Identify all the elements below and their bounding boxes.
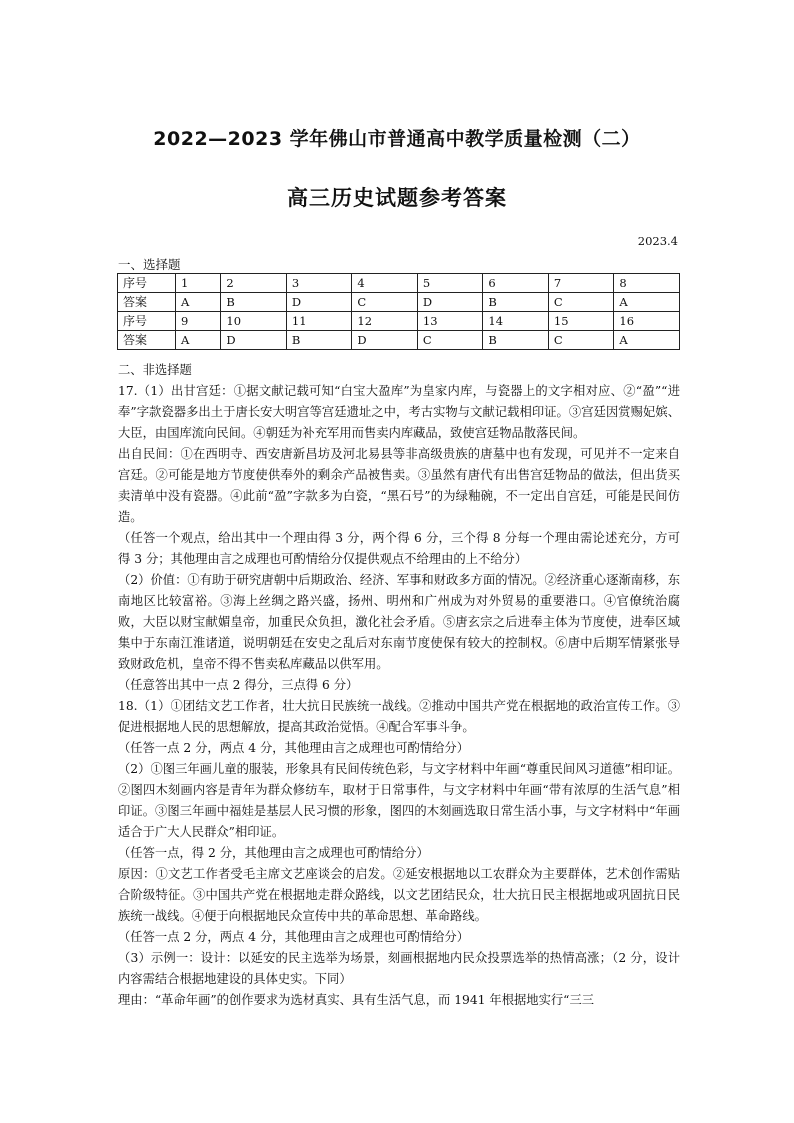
table-cell: 8 — [614, 274, 680, 293]
row-label: 答案 — [118, 331, 176, 350]
table-cell: B — [221, 293, 287, 312]
table-row — [118, 274, 680, 293]
table-cell: 6 — [483, 274, 549, 293]
table-cell: 12 — [352, 312, 418, 331]
answer-paragraph: 17.（1）出甘宫廷：①据文献记载可知“白宝大盈库”为皇家内库，与瓷器上的文字相对应、②“盈”“进奉”字款瓷器多出土于唐长安大明宫等宫廷遗址之中，考古实物与文献记载相印证。③宫廷因赏赐妃嫔、大臣，由国库流向民间。④朝廷为补充军用而售卖内库藏品，致使宫廷物品散落民间。 — [118, 384, 680, 440]
table-cell: A — [614, 331, 680, 350]
table-row — [118, 312, 680, 331]
scoring-note: （任意答出其中一点 2 得分，三点得 6 分） — [118, 678, 359, 692]
table-cell: 9 — [176, 312, 221, 331]
document-subtitle: 高三历史试题参考答案 — [287, 186, 507, 210]
table-cell: D — [352, 331, 418, 350]
table-cell: D — [286, 293, 352, 312]
table-cell: 1 — [176, 274, 221, 293]
scoring-note: （任答一点，得 2 分，其他理由言之成理也可酌情给分） — [118, 846, 429, 860]
table-cell: 14 — [483, 312, 549, 331]
table-cell: 5 — [417, 274, 483, 293]
table-cell: D — [417, 293, 483, 312]
answer-paragraph: （2）①图三年画儿童的服装，形象具有民间传统色彩，与文字材料中年画“尊重民间风习道德”相印证。②图四木刻画内容是青年为群众修纺车，取材于日常事件，与文字材料中年画“带有浓厚的生活气息”相印证。③图三年画中福娃是基层人民习惯的形象，图四的木刻画选取日常生活小事，与文字材料中“年画适合于广大人民群众”相印证。 — [118, 762, 680, 839]
scoring-note: （任答一点 2 分，两点 4 分，其他理由言之成理也可酌情给分） — [118, 930, 470, 944]
table-cell: B — [483, 331, 549, 350]
document-title: 2022—2023 学年佛山市普通高中教学质量检测（二） — [153, 128, 641, 150]
table-cell: A — [176, 331, 221, 350]
table-cell: D — [221, 331, 287, 350]
table-cell: 13 — [417, 312, 483, 331]
answer-table — [117, 273, 680, 350]
table-cell: 16 — [614, 312, 680, 331]
table-cell: A — [176, 293, 221, 312]
table-cell: 10 — [221, 312, 287, 331]
document-date: 2023.4 — [637, 234, 678, 248]
answer-paragraph: （2）价值：①有助于研究唐朝中后期政治、经济、军事和财政多方面的情况。②经济重心逐渐南移，东南地区比较富裕。③海上丝绸之路兴盛，扬州、明州和广州成为对外贸易的重要港口。④官僚统治腐败，大臣以财宝献媚皇帝，加重民众负担，激化社会矛盾。⑤唐玄宗之后进奉主体为节度使，进奉区域集中于东南江淮诸道，说明朝廷在安史之乱后对东南节度使保有较大的控制权。⑥唐中后期军情紧张导致财政危机，皇帝不得不售卖私库藏品以供军用。 — [118, 573, 680, 671]
answer-paragraph: 原因：①文艺工作者受毛主席文艺座谈会的启发。②延安根据地以工农群众为主要群体，艺术创作需贴合阶级特征。③中国共产党在根据地走群众路线，以文艺团结民众，壮大抗日民主根据地或巩固抗日民族统一战线。④便于向根据地民众宣传中共的革命思想、革命路线。 — [118, 867, 680, 923]
table-cell: B — [286, 331, 352, 350]
table-cell: 7 — [548, 274, 614, 293]
row-label: 序号 — [118, 312, 176, 331]
table-cell: 2 — [221, 274, 287, 293]
row-label: 序号 — [118, 274, 176, 293]
table-cell: 4 — [352, 274, 418, 293]
table-cell: 15 — [548, 312, 614, 331]
table-cell: C — [548, 293, 614, 312]
row-label: 答案 — [118, 293, 176, 312]
table-cell: A — [614, 293, 680, 312]
answer-paragraph: （3）示例一：设计：以延安的民主选举为场景，刻画根据地内民众投票选举的热情高涨；（2 分，设计内容需结合根据地建设的具体史实。下同） — [118, 951, 680, 986]
answer-paragraph: 理由：“革命年画”的创作要求为选材真实、具有生活气息，而 1941 年根据地实行“三三 — [118, 993, 595, 1007]
answer-paragraph: 18.（1）①团结文艺工作者，壮大抗日民族统一战线。②推动中国共产党在根据地的政治宣传工作。③促进根据地人民的思想解放，提高其政治觉悟。④配合军事斗争。 — [118, 699, 680, 734]
table-cell: 3 — [286, 274, 352, 293]
section-heading-choice: 一、选择题 — [118, 257, 181, 272]
answer-body — [118, 360, 680, 1011]
scoring-note: （任答一个观点，给出其中一个理由得 3 分，两个得 6 分，三个得 8 分每一个理由需论述充分，方可得 3 分；其他理由言之成理也可酌情给分仅提供观点不给理由的上不给分） — [118, 531, 680, 566]
table-cell: C — [352, 293, 418, 312]
section-heading-nonchoice: 二、非选择题 — [118, 363, 192, 377]
table-cell: C — [417, 331, 483, 350]
table-cell: C — [548, 331, 614, 350]
scoring-note: （任答一点 2 分，两点 4 分，其他理由言之成理也可酌情给分） — [118, 741, 470, 755]
table-cell: B — [483, 293, 549, 312]
answer-paragraph: 出自民间：①在西明寺、西安唐新昌坊及河北易县等非高级贵族的唐墓中也有发现，可见并不一定来自宫廷。②可能是地方节度使供奉外的剩余产品被售卖。③虽然有唐代有出售宫廷物品的做法，但出货买卖清单中没有瓷器。④此前“盈”字款多为白瓷，“黑石号”的为绿釉碗，不一定出自宫廷，可能是民间仿造。 — [118, 447, 680, 524]
table-cell: 11 — [286, 312, 352, 331]
table-row — [118, 293, 680, 312]
table-row — [118, 331, 680, 350]
